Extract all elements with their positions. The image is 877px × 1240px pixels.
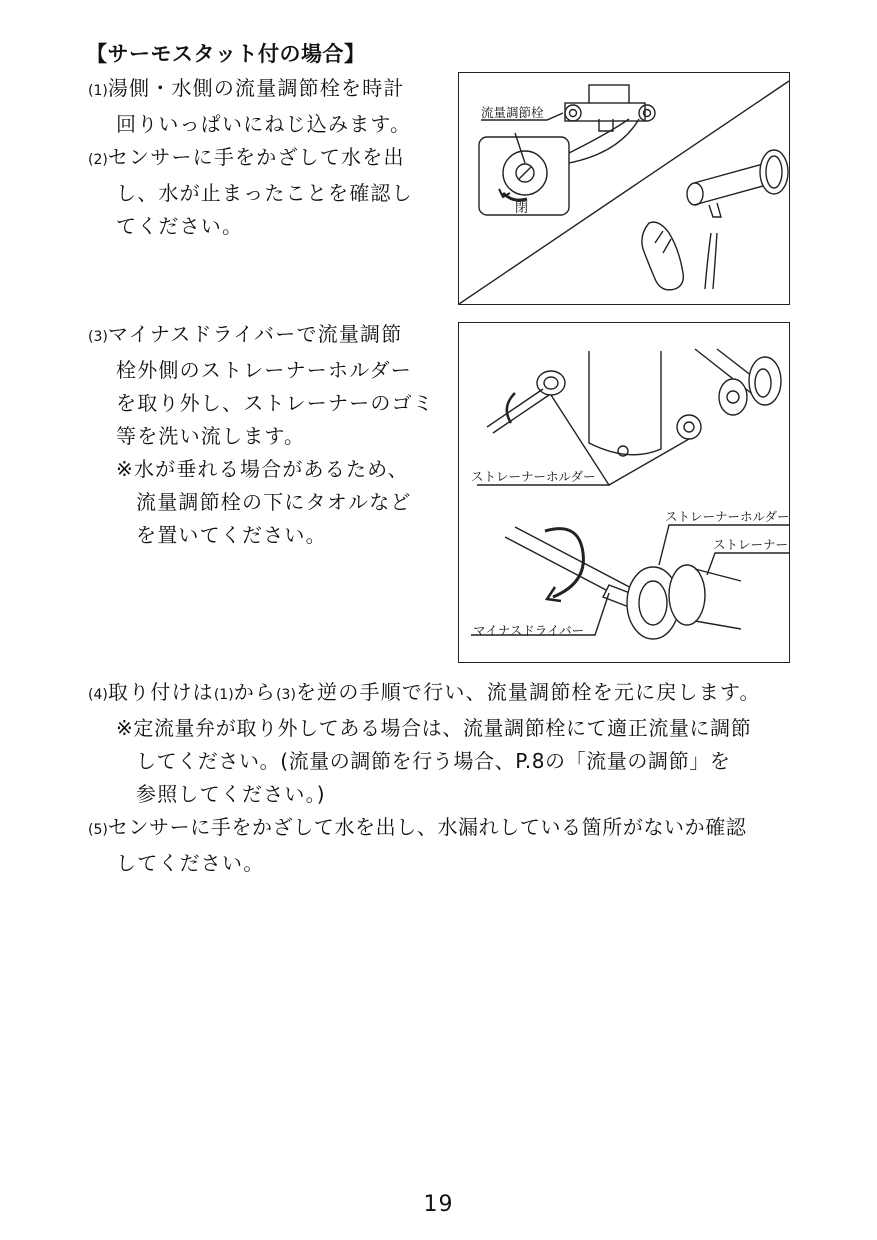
step-4-note-1: ※定流量弁が取り外してある場合は、流量調節栓にて適正流量に調節: [116, 716, 752, 740]
rotate-arrow: [545, 529, 583, 597]
valve-housing: [589, 351, 661, 455]
step-3-text-1: マイナスドライバーで流量調節: [107, 322, 403, 346]
step-5-text-1: センサーに手をかざして水を出し、水漏れしている箇所がないか確認: [107, 815, 747, 839]
figure-thermostat-valve: [458, 72, 790, 305]
step-1-text-1: 湯側・水側の流量調節栓を時計: [107, 76, 405, 100]
page-number: 19: [423, 1192, 454, 1217]
step-5-line-1: [88, 811, 761, 847]
step-4-number: (4): [88, 687, 108, 703]
step-3-text-3: を取り外し、ストレーナーのゴミ: [116, 391, 434, 415]
step-2-text-3: てください。: [116, 214, 244, 238]
step-4-text-a: 取り付けは: [107, 680, 214, 704]
label-screwdriver: マイナスドライバー: [473, 623, 585, 638]
step-2-text-2: し、水が止まったことを確認し: [116, 181, 413, 205]
label-close: 閉: [515, 201, 529, 216]
label-strainer-holder: ストレーナーホルダー: [665, 509, 790, 524]
step-2-number: (2): [88, 152, 108, 168]
step-4-text-c: から: [233, 680, 277, 704]
step-3-note-2: 流量調節栓の下にタオルなど: [136, 490, 412, 514]
step-3-note-3: を置いてください。: [136, 523, 327, 547]
label-strainer: ストレーナー: [713, 537, 789, 552]
steps-1-2: [88, 72, 413, 243]
step-3-line-1: [88, 318, 434, 354]
steps-4-5: [88, 676, 761, 880]
label-strainer-holder-upper: ストレーナーホルダー: [471, 469, 596, 484]
figure-2-drawing: [459, 323, 789, 662]
step-4-ref-3: (3): [276, 687, 296, 703]
step-1-line-1: [88, 72, 413, 108]
step-4-line-1: [88, 676, 761, 712]
step-2-line-1: [88, 141, 413, 177]
step-1-number: (1): [88, 83, 108, 99]
step-3: [88, 318, 434, 552]
step-4-note-3: 参照してください。): [136, 782, 326, 806]
step-4-text-e: を逆の手順で行い、流量調節栓を元に戻します。: [295, 680, 761, 704]
step-4-ref-1: (1): [213, 687, 234, 703]
step-2-text-1: センサーに手をかざして水を出: [107, 145, 405, 169]
step-3-text-2: 栓外側のストレーナーホルダー: [116, 358, 412, 382]
label-flow-valve: 流量調節栓: [481, 105, 544, 120]
driver-upper: [487, 389, 549, 433]
figure-strainer-removal: [458, 322, 790, 663]
step-3-number: (3): [88, 329, 108, 345]
step-3-text-4: 等を洗い流します。: [116, 424, 306, 448]
step-3-note-1: ※水が垂れる場合があるため、: [116, 457, 409, 481]
strainer-holder-upper: [537, 371, 565, 395]
step-4-note-2: してください。(流量の調節を行う場合、P.8の「流量の調節」を: [136, 749, 731, 773]
step-1-text-2: 回りいっぱいにねじ込みます。: [116, 112, 412, 136]
section-title: 【サーモスタット付の場合】: [86, 42, 366, 66]
step-5-number: (5): [88, 822, 108, 838]
step-5-text-2: してください。: [116, 851, 265, 875]
